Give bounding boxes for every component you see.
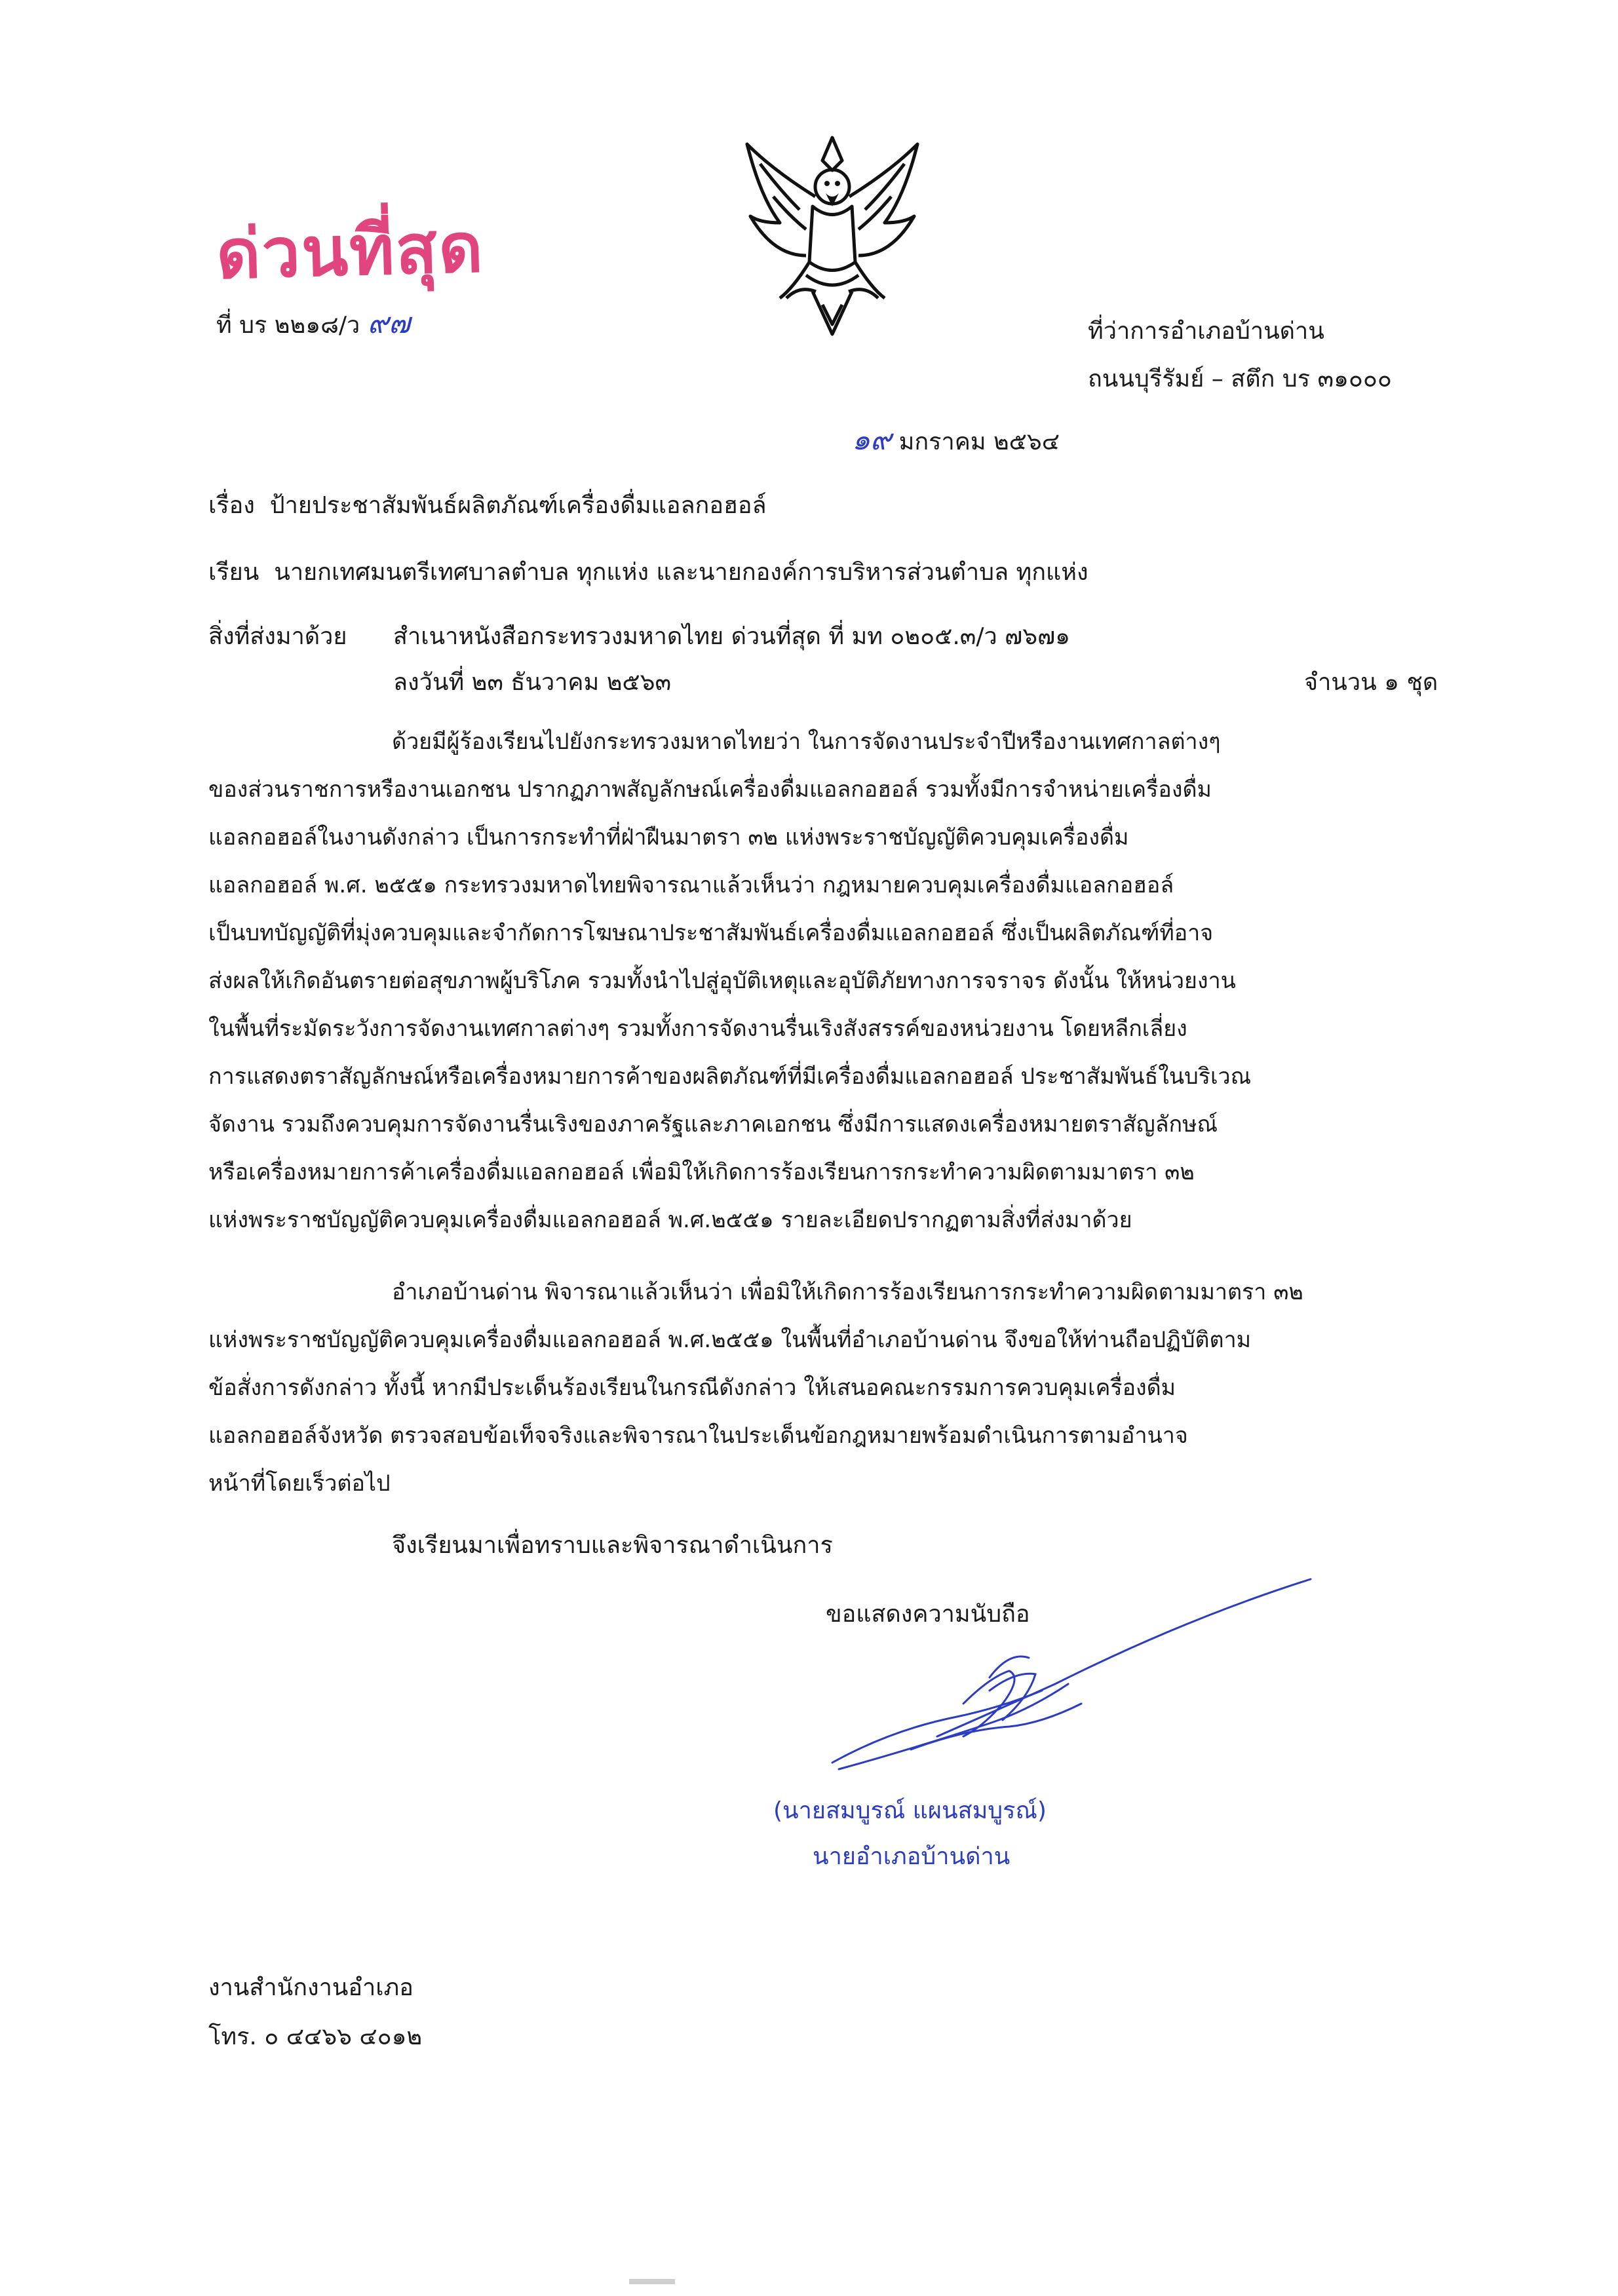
addressee-line [208, 557, 1088, 588]
office-address: ถนนบุรีรัมย์ – สตึก บร ๓๑๐๐๐ [1088, 366, 1392, 392]
paragraph-1-line: แห่งพระราชบัญญัติควบคุมเครื่องดื่มแอลกอฮอล์ พ.ศ.๒๕๕๑ รายละเอียดปรากฏตามสิ่งที่ส่งมาด้วย [208, 1207, 1132, 1233]
paragraph-1-line: ด้วยมีผู้ร้องเรียนไปยังกระทรวงมหาดไทยว่า ในการจัดงานประจำปีหรืองานเทศกาลต่างๆ [392, 729, 1221, 755]
subject-label: เรื่อง [208, 492, 255, 519]
scan-mark [629, 2279, 675, 2284]
signer-title: นายอำเภอบ้านด่าน [813, 1843, 1011, 1870]
subject-line [208, 490, 767, 522]
enclosure-count: จำนวน ๑ ชุด [1304, 669, 1438, 696]
closing-regards: ขอแสดงความนับถือ [826, 1601, 1030, 1628]
signer-name: (นายสมบูรณ์ แผนสมบูรณ์) [773, 1797, 1047, 1824]
reference-number-handwritten: ๙๗ [367, 307, 410, 340]
paragraph-1-line: แอลกอฮอล์ พ.ศ. ๒๕๕๑ กระทรวงมหาดไทยพิจารณาแล้วเห็นว่า กฎหมายควบคุมเครื่องดื่มแอลกอฮอล์ [208, 872, 1174, 898]
addressee-label: เรียน [208, 559, 260, 586]
paragraph-2-line: แห่งพระราชบัญญัติควบคุมเครื่องดื่มแอลกอฮอล์ พ.ศ.๒๕๕๑ ในพื้นที่อำเภอบ้านด่าน จึงขอให้ท่านถือปฏิบัติตาม [208, 1327, 1252, 1353]
paragraph-2-line: ข้อสั่งการดังกล่าว ทั้งนี้ หากมีประเด็นร้องเรียนในกรณีดังกล่าว ให้เสนอคณะกรรมการควบคุมเครื่องดื่ม [208, 1375, 1176, 1401]
paragraph-2-line: อำเภอบ้านด่าน พิจารณาแล้วเห็นว่า เพื่อมิให้เกิดการร้องเรียนการกระทำความผิดตามมาตรา ๓๒ [392, 1279, 1303, 1305]
garuda-emblem-icon [734, 124, 931, 347]
paragraph-1-line: เป็นบทบัญญัติที่มุ่งควบคุมและจำกัดการโฆษณาประชาสัมพันธ์เครื่องดื่มแอลกอฮอล์ ซึ่งเป็นผลิตภัณฑ์ที่อาจ [208, 920, 1214, 946]
paragraph-1-line: แอลกอฮอล์ในงานดังกล่าว เป็นการกระทำที่ฝ่าฝืนมาตรา ๓๒ แห่งพระราชบัญญัติควบคุมเครื่องดื่ม [208, 824, 1129, 851]
date-day-handwritten: ๑๙ [852, 423, 892, 457]
footer-phone: โทร. ๐ ๔๔๖๖ ๔๐๑๒ [208, 2023, 423, 2050]
footer-unit: งานสำนักงานอำเภอ [208, 1974, 414, 2001]
urgent-stamp: ด่วนที่สุด [215, 207, 486, 295]
paragraph-2-line: หน้าที่โดยเร็วต่อไป [208, 1470, 391, 1497]
paragraph-1-line: ของส่วนราชการหรืองานเอกชน ปรากฏภาพสัญลักษณ์เครื่องดื่มแอลกอฮอล์ รวมทั้งมีการจำหน่ายเครื่องดื่ม [208, 776, 1212, 803]
signature-scribble-icon [793, 1573, 1317, 1795]
addressee-text: นายกเทศมนตรีเทศบาลตำบล ทุกแห่ง และนายกองค์การบริหารส่วนตำบล ทุกแห่ง [274, 559, 1088, 586]
paragraph-1-line: ในพื้นที่ระมัดระวังการจัดงานเทศกาลต่างๆ รวมทั้งการจัดงานรื่นเริงสังสรรค์ของหน่วยงาน โดยหลีกเลี่ยง [208, 1016, 1187, 1042]
office-name: ที่ว่าการอำเภอบ้านด่าน [1088, 318, 1324, 345]
enclosure-line-1: สำเนาหนังสือกระทรวงมหาดไทย ด่วนที่สุด ที่ มท ๐๒๐๕.๓/ว ๗๖๗๑ [393, 623, 1070, 650]
paragraph-2-line: แอลกอฮอล์จังหวัด ตรวจสอบข้อเท็จจริงและพิจารณาในประเด็นข้อกฎหมายพร้อมดำเนินการตามอำนาจ [208, 1423, 1188, 1449]
paragraph-1-line: จัดงาน รวมถึงควบคุมการจัดงานรื่นเริงของภาครัฐและภาคเอกชน ซึ่งมีการแสดงเครื่องหมายตราสัญลักษณ์ [208, 1111, 1218, 1138]
paragraph-1-line: การแสดงตราสัญลักษณ์หรือเครื่องหมายการค้าของผลิตภัณฑ์ที่มีเครื่องดื่มแอลกอฮอล์ ประชาสัมพันธ์ในบริเวณ [208, 1063, 1252, 1090]
closing-request: จึงเรียนมาเพื่อทราบและพิจารณาดำเนินการ [392, 1532, 833, 1559]
paragraph-1-line: หรือเครื่องหมายการค้าเครื่องดื่มแอลกอฮอล์ เพื่อมิให้เกิดการร้องเรียนการกระทำความผิดตามมาตรา ๓๒ [208, 1159, 1195, 1185]
date-month-year: มกราคม ๒๕๖๔ [898, 429, 1060, 455]
reference-number: ที่ บร ๒๒๑๘/ว [216, 312, 360, 339]
paragraph-1-line: ส่งผลให้เกิดอันตรายต่อสุขภาพผู้บริโภค รวมทั้งนำไปสู่อุบัติเหตุและอุบัติภัยทางการจราจร ดังนั้น ให้หน่วยงาน [208, 968, 1236, 994]
enclosure-line-2: ลงวันที่ ๒๓ ธันวาคม ๒๕๖๓ [393, 669, 672, 696]
enclosure-label: สิ่งที่ส่งมาด้วย [208, 623, 347, 650]
subject-text: ป้ายประชาสัมพันธ์ผลิตภัณฑ์เครื่องดื่มแอลกอฮอล์ [269, 492, 767, 519]
